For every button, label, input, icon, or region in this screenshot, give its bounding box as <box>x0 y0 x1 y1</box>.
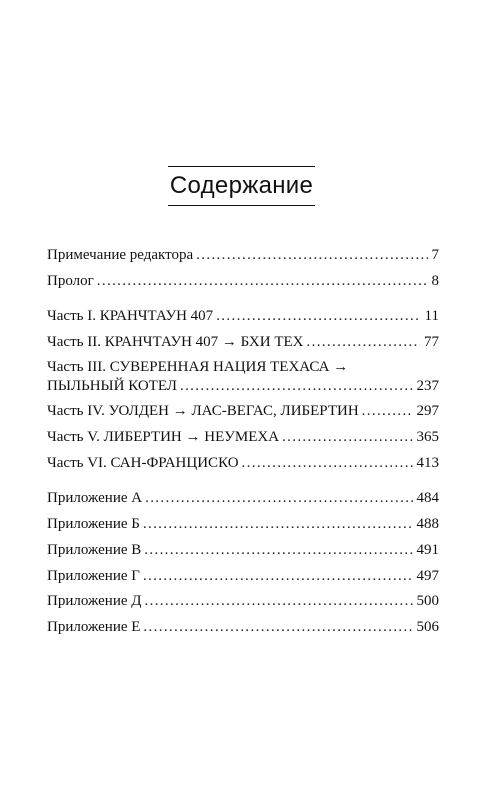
toc-entry[interactable] <box>47 427 439 447</box>
toc-entry[interactable] <box>47 617 439 637</box>
toc-entry-page: 297 <box>416 403 439 419</box>
toc-entry-page: 497 <box>416 568 439 584</box>
toc-entry-label: Часть IV. УОЛДЕН → ЛАС-ВЕГАС, ЛИБЕРТИН <box>47 403 359 419</box>
dot-leader <box>196 245 427 265</box>
toc-entry[interactable] <box>47 540 439 560</box>
toc-entry-label: Приложение Е <box>47 619 141 635</box>
toc-entry-label: Приложение Б <box>47 516 140 532</box>
title-rule-top <box>168 166 315 167</box>
toc-entry[interactable] <box>47 332 439 352</box>
dot-leader <box>362 401 413 421</box>
toc-entry[interactable] <box>47 376 439 396</box>
title-rule-bottom <box>168 205 315 206</box>
toc-entry-page: 491 <box>416 542 439 558</box>
toc-entry[interactable] <box>47 566 439 586</box>
toc-entry-page: 413 <box>416 455 439 471</box>
toc-entry-label: Приложение А <box>47 490 143 506</box>
toc-entry-page: 506 <box>416 619 439 635</box>
toc-entry-page: 11 <box>424 308 439 324</box>
dot-leader <box>145 488 412 508</box>
dot-leader <box>145 591 413 611</box>
toc-entry-label: Часть V. ЛИБЕРТИН → НЕУМЕХА <box>47 429 280 445</box>
toc-entry-label-line1[interactable]: Часть III. СУВЕРЕННАЯ НАЦИЯ ТЕХАСА → <box>47 359 349 375</box>
toc-entry-page: 77 <box>424 334 439 350</box>
toc-entry[interactable] <box>47 453 439 473</box>
toc-entry[interactable] <box>47 245 439 265</box>
dot-leader <box>282 427 412 447</box>
toc-entry-label: Приложение В <box>47 542 142 558</box>
toc-entry-page: 237 <box>416 378 439 394</box>
dot-leader <box>97 271 428 291</box>
toc-entry-label: ПЫЛЬНЫЙ КОТЕЛ <box>47 378 177 394</box>
toc-entry-label: Часть VI. САН-ФРАНЦИСКО <box>47 455 239 471</box>
dot-leader <box>242 453 413 473</box>
dot-leader <box>143 617 412 637</box>
toc-entry[interactable] <box>47 401 439 421</box>
dot-leader <box>307 332 421 352</box>
toc-entry-label: Приложение Д <box>47 593 142 609</box>
toc-entry-label: Приложение Г <box>47 568 140 584</box>
dot-leader <box>143 566 413 586</box>
toc-entry-label: Пролог <box>47 273 94 289</box>
toc-entry-label: Часть II. КРАНЧТАУН 407 → БХИ ТЕХ <box>47 334 304 350</box>
page-title: Содержание <box>169 172 314 199</box>
dot-leader <box>180 376 413 396</box>
toc-entry-page: 8 <box>431 273 439 289</box>
toc-entry[interactable] <box>47 488 439 508</box>
dot-leader <box>216 306 420 326</box>
toc-entry[interactable] <box>47 514 439 534</box>
toc-entry-page: 7 <box>431 247 439 263</box>
toc-entry-page: 484 <box>416 490 439 506</box>
toc-entry-label: Часть I. КРАНЧТАУН 407 <box>47 308 214 324</box>
toc-entry-label: Примечание редактора <box>47 247 194 263</box>
toc-entry-page: 500 <box>416 593 439 609</box>
toc-entry[interactable] <box>47 271 439 291</box>
toc-entry-page: 365 <box>416 429 439 445</box>
toc-entry-page: 488 <box>416 516 439 532</box>
toc-entry[interactable] <box>47 591 439 611</box>
dot-leader <box>144 540 412 560</box>
dot-leader <box>143 514 413 534</box>
toc-entry[interactable] <box>47 306 439 326</box>
